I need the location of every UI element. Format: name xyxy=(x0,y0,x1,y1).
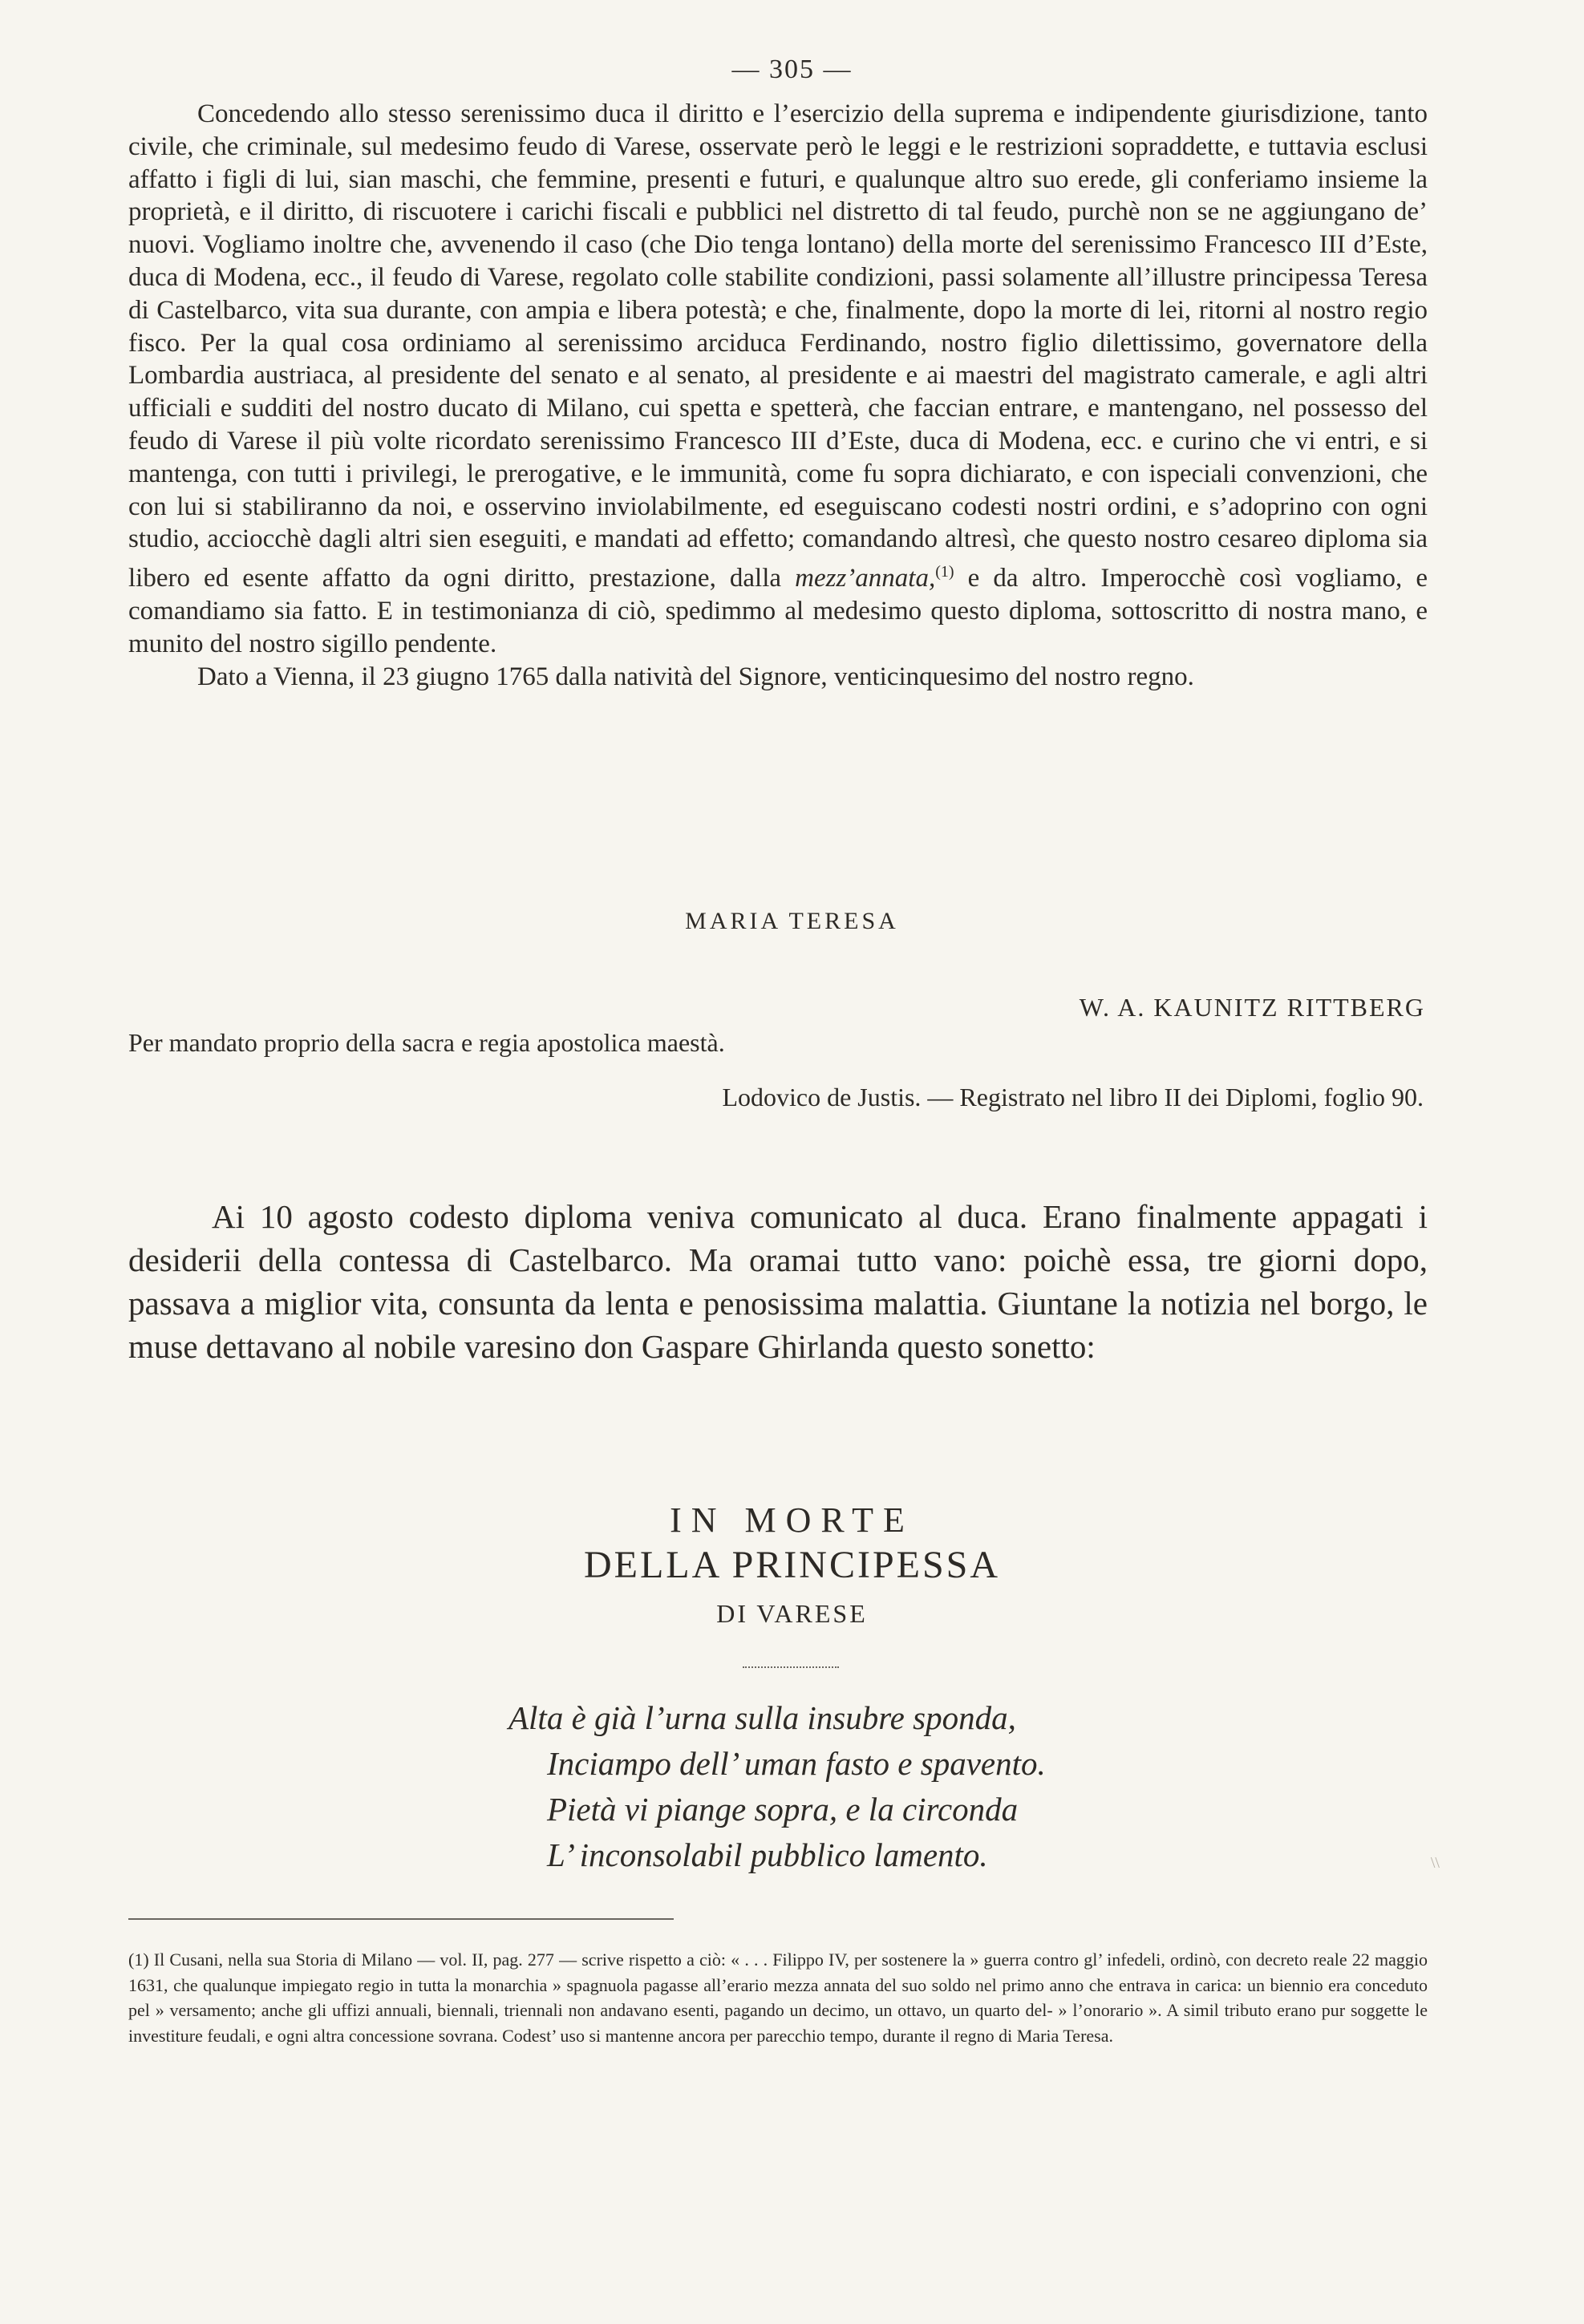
dating-clause: Dato a Vienna, il 23 giugno 1765 dalla natività del Signore, venticinquesimo del nostro regno. xyxy=(197,662,1194,691)
poem-title-line-1: IN MORTE xyxy=(670,1500,914,1540)
page-number: — 305 — xyxy=(731,55,853,84)
footnote-rule xyxy=(128,1918,674,1920)
narrative-text xyxy=(128,1195,1428,1368)
registration-line: Lodovico de Justis. — Registrato nel libro II dei Diplomi, foglio 90. xyxy=(722,1083,1424,1111)
poem-line: L’ inconsolabil pubblico lamento. xyxy=(547,1836,988,1873)
poem-line: Alta è già l’urna sulla insubre sponda, xyxy=(508,1699,1016,1736)
italic-term: mezz’annata, xyxy=(795,564,936,593)
signature-maria-teresa: MARIA TERESA xyxy=(685,908,899,934)
diploma-paragraph xyxy=(128,98,1428,661)
diploma-text xyxy=(128,98,1428,693)
footnote-text: (1) Il Cusani, nella sua Storia di Milano — vol. II, pag. 277 — scrive rispetto a ciò: « . . . Filippo IV, per sostenere la » guerra contro gl’ infedeli, ordinò, con decreto reale 22 maggio 1631, che qualunque impiegato regio in tutta la monarchia » spagnuola pagasse all’erario mezza annata del suo soldo nel primo anno che entrava in carica: un biennio era conceduto pel » versamento; anche gli uffizi annuali, biennali, triennali non andavano esenti, pagando un decimo, un ottavo, un quarto del- » l’onorario ». A simil tributo erano pur soggette le investiture feudali, e ogni altra concessione sovrana. Codest’ uso si mantenne ancora per parecchio tempo, durante il regno di Maria Teresa. xyxy=(128,1949,1428,2046)
poem-title-line-3: DI VARESE xyxy=(716,1599,868,1628)
poem-line: Pietà vi piange sopra, e la circonda xyxy=(547,1791,1019,1828)
countersignature: W. A. KAUNITZ RITTBERG xyxy=(1079,993,1425,1022)
diploma-paragraph-continuation: e da altro. Imperocchè così vogliamo, e comandiamo sia fatto. E in testimonianza di ciò, spedimmo al medesimo questo diploma, sottoscritto di nostra mano, e munito del nostro sigillo pendente. xyxy=(128,564,1428,658)
mandate-line: Per mandato proprio della sacra e regia apostolica maestà. xyxy=(128,1028,725,1057)
poem-title-line-2: DELLA PRINCIPESSA xyxy=(583,1544,1001,1586)
footnote-reference: (1) xyxy=(935,563,954,581)
margin-mark: \\ xyxy=(1430,1854,1440,1872)
narrative-paragraph: Ai 10 agosto codesto diploma veniva comunicato al duca. Erano finalmente appagati i desiderii della contessa di Castelbarco. Ma oramai tutto vano: poichè essa, tre giorni dopo, passava a miglior vita, consunta da lenta e penosissima malattia. Giuntane la notizia nel borgo, le muse dettavano al nobile varesino don Gaspare Ghirlanda questo sonetto: xyxy=(128,1198,1428,1365)
poem-line: Inciampo dell’ uman fasto e spavento. xyxy=(547,1745,1046,1782)
footnote-block xyxy=(128,1947,1428,2048)
dotted-separator xyxy=(743,1666,839,1668)
diploma-paragraph-text: Concedendo allo stesso serenissimo duca il diritto e l’esercizio della suprema e indipendente giurisdizione, tanto civile, che criminale, sul medesimo feudo di Varese, osservate però le leggi e le restrizioni sopraddette, e tuttavia esclusi affatto i figli di lui, sian maschi, che femmine, presenti e futuri, e qualunque altro suo erede, gli conferiamo insieme la proprietà, e il diritto, di riscuotere i carichi fiscali e pubblici nel distretto di tal feudo, purchè non se ne aggiungano de’ nuovi. Vogliamo inoltre che, avvenendo il caso (che Dio tenga lontano) della morte del serenissimo Francesco III d’Este, duca di Modena, ecc., il feudo di Varese, regolato colle stabilite condizioni, passi solamente all’illustre principessa Teresa di Castelbarco, vita sua durante, con ampia e libera potestà; e che, finalmente, dopo la morte di lei, ritorni al nostro regio fisco. Per la qual cosa ordiniamo al serenissimo arciduca Ferdinando, nostro figlio dilettissimo, governatore della Lombardia austriaca, al presidente del senato e al senato, al presidente e ai maestri del magistrato camerale, e agli altri ufficiali e sudditi del nostro ducato di Milano, cui spetta e spetterà, che faccian entrare, e mantengano, nel possesso del feudo di Varese il più volte ricordato serenissimo Francesco III d’Este, duca di Modena, ecc. e curino che vi entri, e si mantenga, con tutti i privilegi, le prerogative, e le immunità, come fu sopra dichiarato, e con ispeciali convenzioni, che con lui si stabiliranno da noi, e osservino inviolabilmente, ed eseguiscano codesti nostri ordini, e s’adoprino con ogni studio, acciocchè dagli altri sien eseguiti, e mandati ad effetto; comandando altresì, che questo nostro cesareo diploma sia libero ed esente affatto da ogni diritto, prestazione, dalla xyxy=(128,99,1428,593)
